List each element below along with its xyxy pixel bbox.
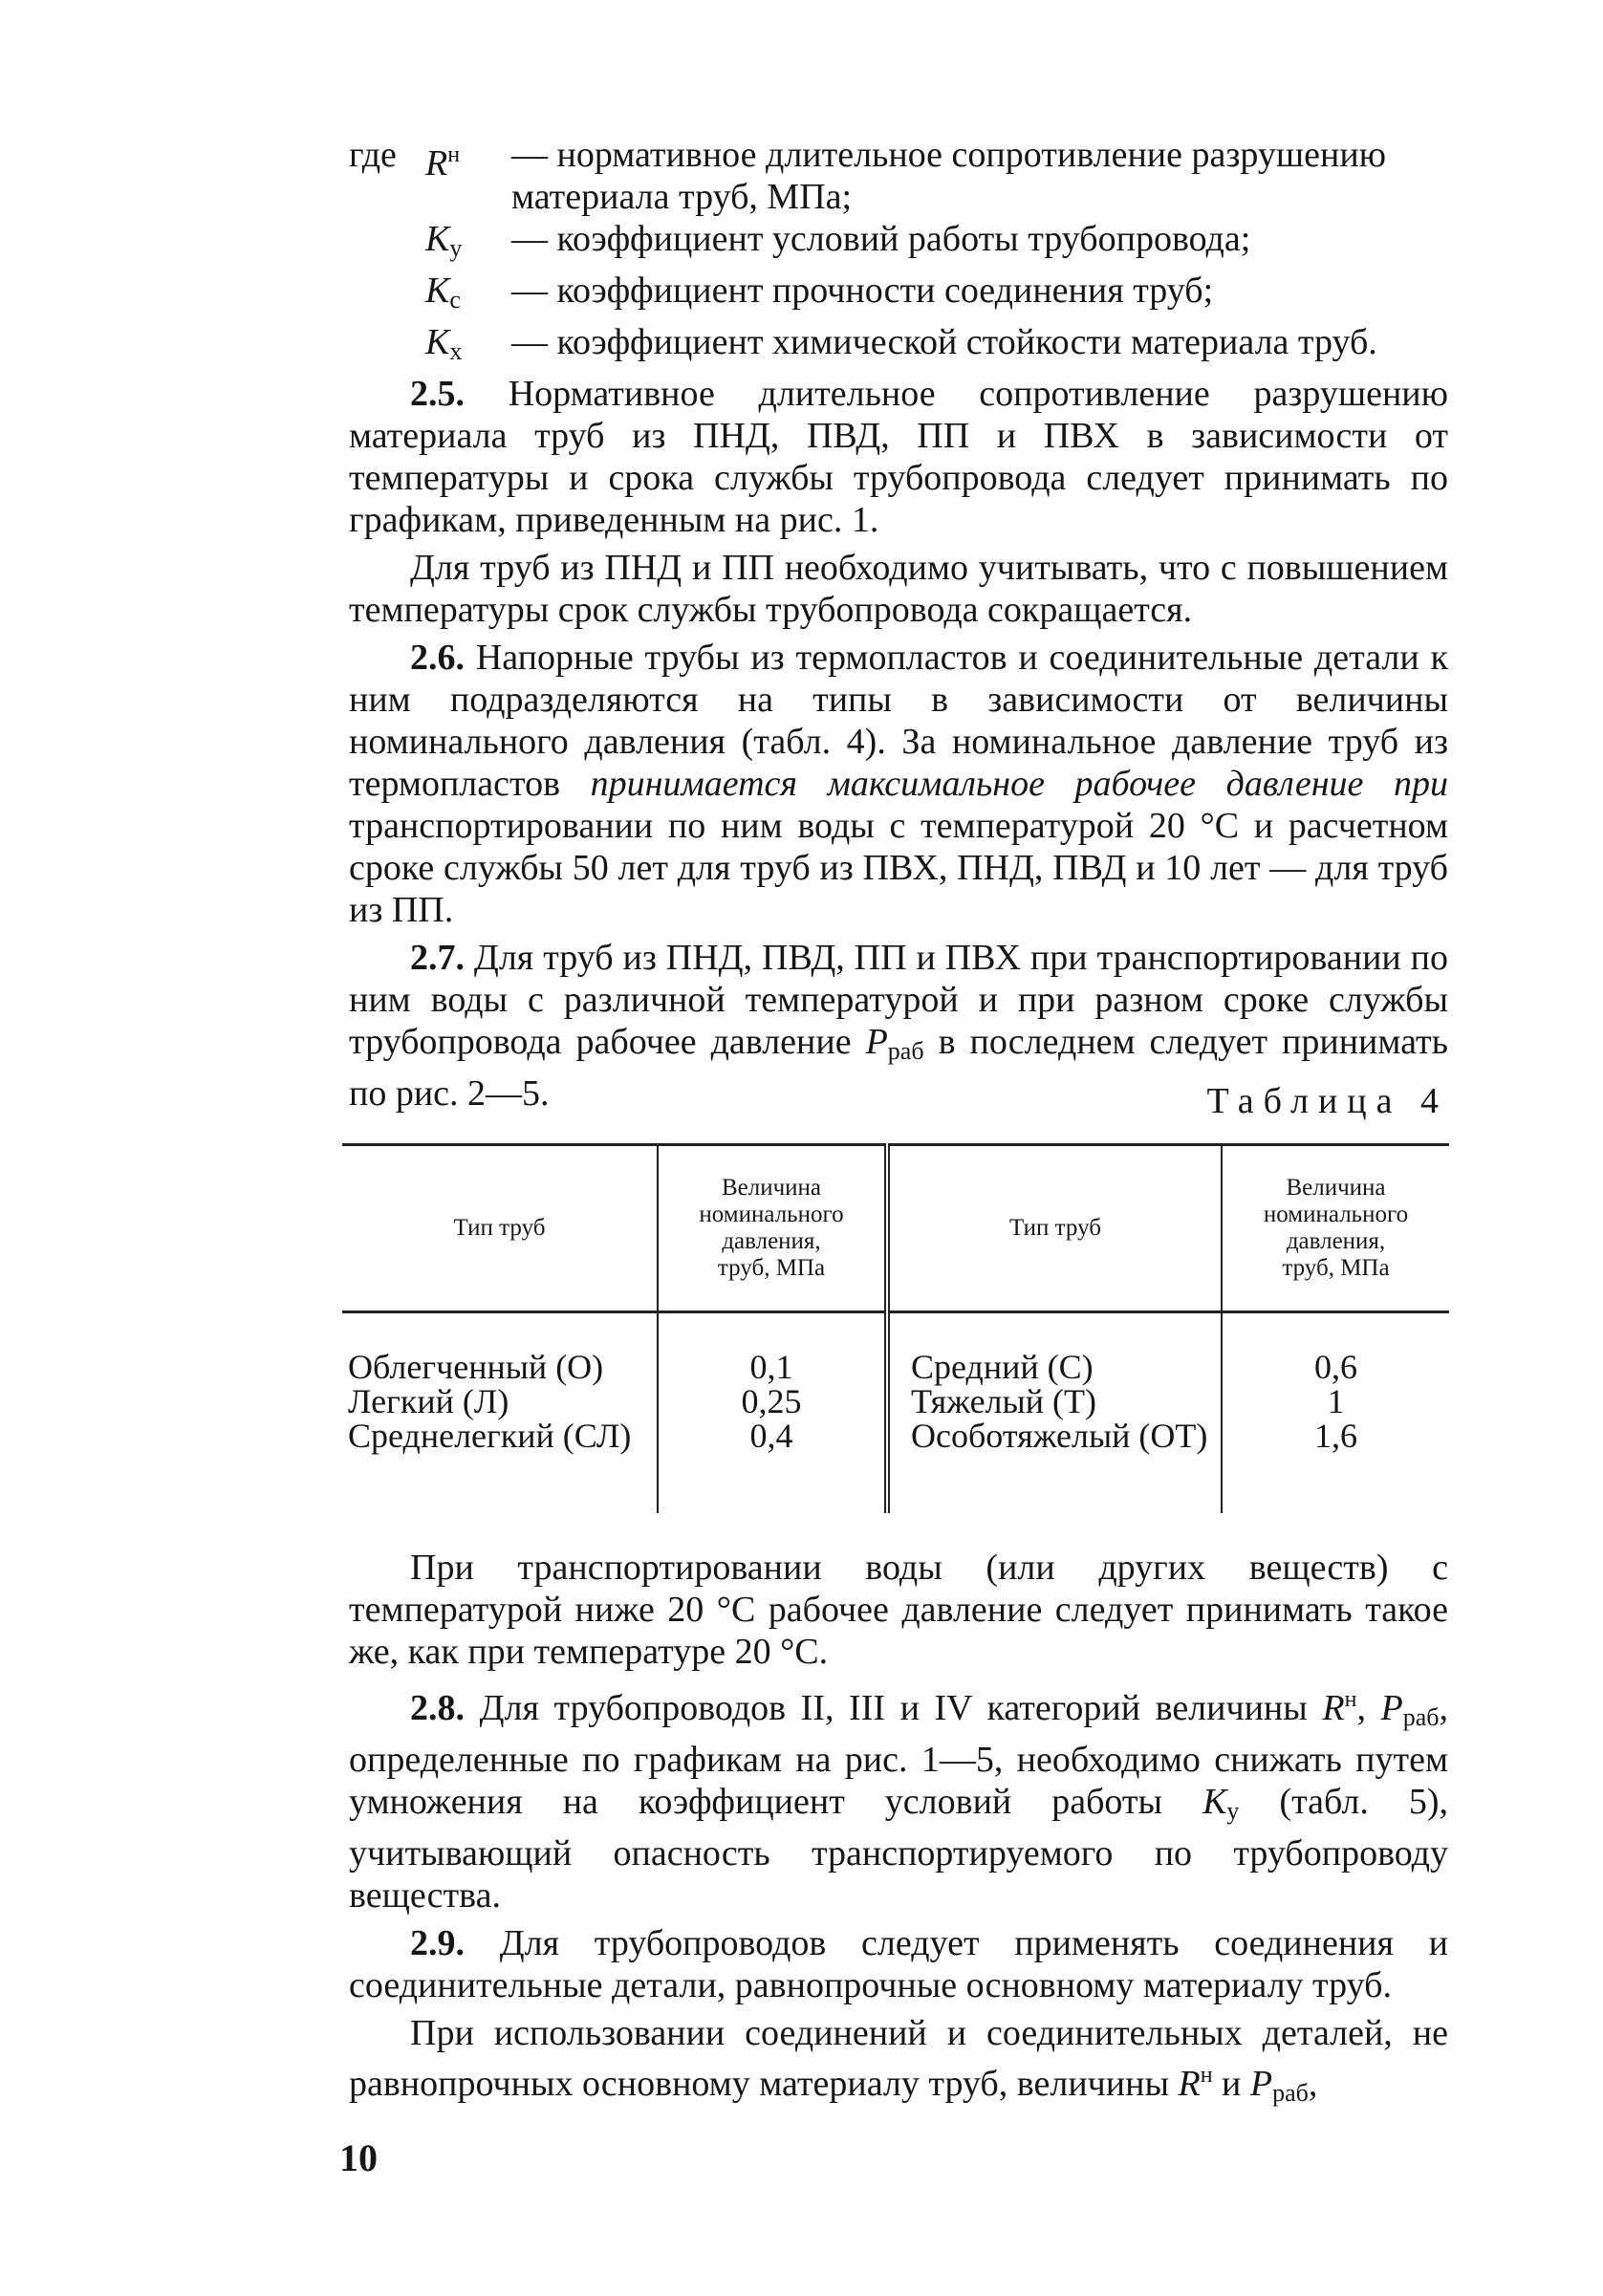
- paragraph-low-temperature: При транспортировании воды (или других веществ) с температурой ниже 20 °С рабочее давление следует принимать такое же, как при температуре 20 °С.: [349, 1548, 1448, 1672]
- header-nominal-pressure: Величина номинального давления, труб, МПа: [658, 1145, 887, 1312]
- paragraph-non-equal-strength: При использовании соединений и соединительных деталей, не равнопрочных основному материалу труб, величины $R^н$ и $P_{раб}$,: [349, 2013, 1448, 2107]
- pressure-values-right: 0,6 1 1,6: [1222, 1312, 1449, 1514]
- symbol-r-n: $R^н$: [425, 142, 461, 184]
- legend-lead-word: где: [349, 135, 397, 175]
- paragraph-2-8: 2.8. Для трубопроводов II, III и IV категорий величины $R^н$, $P_{раб}$, определенные по графикам на рис. 1—5, необходимо снижать путем умножения на коэффициент условий работы $K_у$ (табл. 5), учитывающий опасность транспортируемого по трубопроводу вещества.: [349, 1687, 1449, 1916]
- legend-row: [349, 321, 1448, 373]
- legend-description: — нормативное длительное сопротивление разрушению материала труб, МПа;: [511, 135, 1387, 217]
- table-header-row: [342, 1145, 1449, 1312]
- legend-description: — коэффициент прочности соединения труб;: [511, 271, 1214, 311]
- paragraph-2-9: 2.9. Для трубопроводов следует применять соединения и соединительные детали, равнопрочные основному материалу труб.: [349, 1923, 1449, 2005]
- paragraph-2-5: 2.5. Нормативное длительное сопротивление разрушению материала труб из ПНД, ПВД, ПП и ПВХ в зависимости от температуры и срока службы трубопровода следует принимать по графикам, приведенным на рис. 1.: [349, 374, 1449, 540]
- symbol-k-c: $K_с$: [425, 271, 461, 314]
- pipe-type-table: [342, 1143, 1449, 1513]
- pipe-type-names-right: Средний (С) Тяжелый (Т) Особотяжелый (ОТ): [887, 1312, 1222, 1514]
- paragraph-2-5-note: Для труб из ПНД и ПП необходимо учитывать, что с повышением температуры срок службы трубопровода сокращается.: [349, 548, 1448, 630]
- header-pipe-type: Тип труб: [887, 1145, 1222, 1312]
- header-nominal-pressure: Величина номинального давления, труб, МПа: [1222, 1145, 1449, 1312]
- legend-description: — коэффициент условий работы трубопровода;: [511, 219, 1251, 259]
- paragraph-2-6: 2.6. Напорные трубы из термопластов и соединительные детали к ним подразделяются на типы в зависимости от величины номинального давления (табл. 4). За номинальное давление труб из термопластов принимается максимальное рабочее давление при транспортировании по ним воды с температурой 20 °С и расчетном сроке службы 50 лет для труб из ПВХ, ПНД, ПВД и 10 лет — для труб из ПП.: [349, 638, 1448, 930]
- paragraph-2-7: 2.7. Для труб из ПНД, ПВД, ПП и ПВХ при транспортировании по ним воды с различной температурой и при разном сроке службы трубопровода рабочее давление $P_{раб}$ в последнем следует принимать по рис. 2—5.: [349, 938, 1448, 1114]
- pipe-type-names-left: Облегченный (О) Легкий (Л) Среднелегкий (СЛ): [348, 1348, 632, 1455]
- header-pipe-type: Тип труб: [342, 1145, 658, 1312]
- symbol-k-y: $K_у$: [425, 219, 463, 262]
- legend-row: [349, 134, 1448, 218]
- table-caption: Таблица 4: [1206, 1081, 1448, 1121]
- table-row: [342, 1312, 1449, 1514]
- legend-block: [349, 134, 1448, 1115]
- symbol-k-x: $K_х$: [425, 322, 463, 365]
- page-number: 10: [339, 2136, 378, 2179]
- legend-row: [349, 218, 1448, 270]
- legend-description: — коэффициент химической стойкости материала труб.: [511, 322, 1377, 362]
- lower-text-block: [349, 1547, 1448, 2114]
- legend-row: [349, 270, 1448, 321]
- pressure-values-left: 0,1 0,25 0,4: [658, 1312, 887, 1514]
